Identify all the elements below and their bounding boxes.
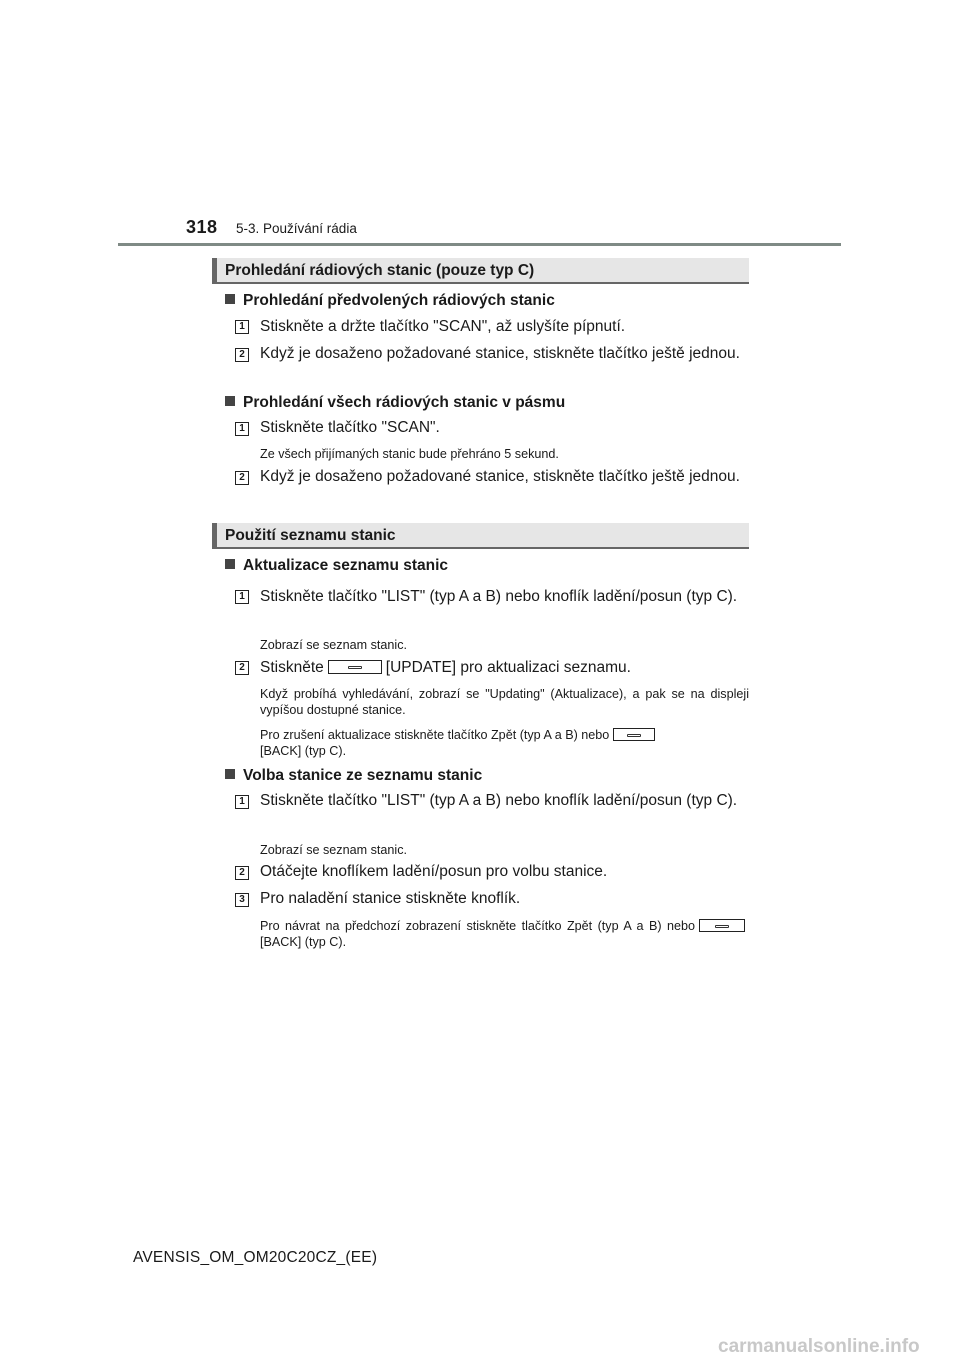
subheading-band-scan: [225, 393, 565, 413]
step-number: 1: [235, 590, 249, 604]
note-text: Ze všech přijímaných stanic bude přehráno 5 sekund.: [260, 447, 559, 461]
note-text: Zobrazí se seznam stanic.: [260, 638, 407, 652]
subheading-preset-scan: [225, 291, 555, 311]
step-text: [260, 656, 745, 680]
subheading-update-list: [225, 556, 448, 576]
step-text: Stiskněte tlačítko "LIST" (typ A a B) nebo knoflík ladění/posun (typ C).: [260, 792, 738, 809]
note-text: [260, 727, 749, 759]
step-number: 1: [235, 320, 249, 334]
subheading-text: Aktualizace seznamu stanic: [243, 557, 449, 574]
square-bullet-icon: [225, 294, 235, 304]
subheading-text: Volba stanice ze seznamu stanic: [243, 767, 483, 784]
step-number: 2: [235, 471, 249, 485]
square-bullet-icon: [225, 396, 235, 406]
step-number: 2: [235, 866, 249, 880]
note-text-part: [BACK] (typ C).: [260, 935, 347, 949]
step-text: Stiskněte tlačítko "LIST" (typ A a B) nebo knoflík ladění/posun (typ C).: [260, 588, 738, 605]
note-text: Zobrazí se seznam stanic.: [260, 843, 407, 857]
step-text: Pro naladění stanice stiskněte knoflík.: [260, 890, 521, 907]
step-text: Když je dosaženo požadované stanice, stiskněte tlačítko ještě jednou.: [260, 468, 740, 485]
note-text-part: [BACK] (typ C).: [260, 744, 347, 758]
subheading-text: Prohledání všech rádiových stanic v pásmu: [243, 394, 566, 411]
step-number: 1: [235, 422, 249, 436]
watermark: carmanualsonline.info: [718, 1336, 920, 1357]
section-heading-station-list: Použití seznamu stanic: [212, 523, 749, 549]
note-text: [260, 918, 749, 950]
square-bullet-icon: [225, 559, 235, 569]
step-text-part: Stiskněte: [260, 659, 324, 676]
subheading-text: Prohledání předvolených rádiových stanic: [243, 292, 555, 309]
note-text-part: Pro návrat na předchozí zobrazení stiskněte tlačítko Zpět (typ A a B) nebo: [260, 919, 695, 933]
back-button-icon: [699, 919, 745, 932]
step-number: 3: [235, 893, 249, 907]
note-text-part: Pro zrušení aktualizace stiskněte tlačítko Zpět (typ A a B) nebo: [260, 728, 610, 742]
model-code: AVENSIS_OM_OM20C20CZ_(EE): [133, 1249, 378, 1266]
section-heading-scan: Prohledání rádiových stanic (pouze typ C): [212, 258, 749, 284]
square-bullet-icon: [225, 769, 235, 779]
step-text: Stiskněte tlačítko "SCAN".: [260, 419, 440, 436]
step-text-part: [UPDATE] pro aktualizaci seznamu.: [385, 659, 631, 676]
note-text: Když probíhá vyhledávání, zobrazí se "Updating" (Aktualizace), a pak se na displeji vypíšou dostupné stanice.: [260, 687, 749, 717]
step-number: 2: [235, 348, 249, 362]
chapter-title: 5-3. Používání rádia: [236, 221, 357, 236]
back-button-icon: [613, 728, 655, 741]
subheading-select-station: [225, 766, 482, 786]
step-text: Když je dosaženo požadované stanice, stiskněte tlačítko ještě jednou.: [260, 345, 740, 362]
step-number: 2: [235, 661, 249, 675]
page-number: 318: [186, 217, 218, 237]
step-text: Otáčejte knoflíkem ladění/posun pro volbu stanice.: [260, 863, 608, 880]
menu-button-icon: [328, 660, 382, 674]
step-number: 1: [235, 795, 249, 809]
header-rule: [118, 243, 841, 246]
step-text: Stiskněte a držte tlačítko "SCAN", až uslyšíte pípnutí.: [260, 318, 626, 335]
